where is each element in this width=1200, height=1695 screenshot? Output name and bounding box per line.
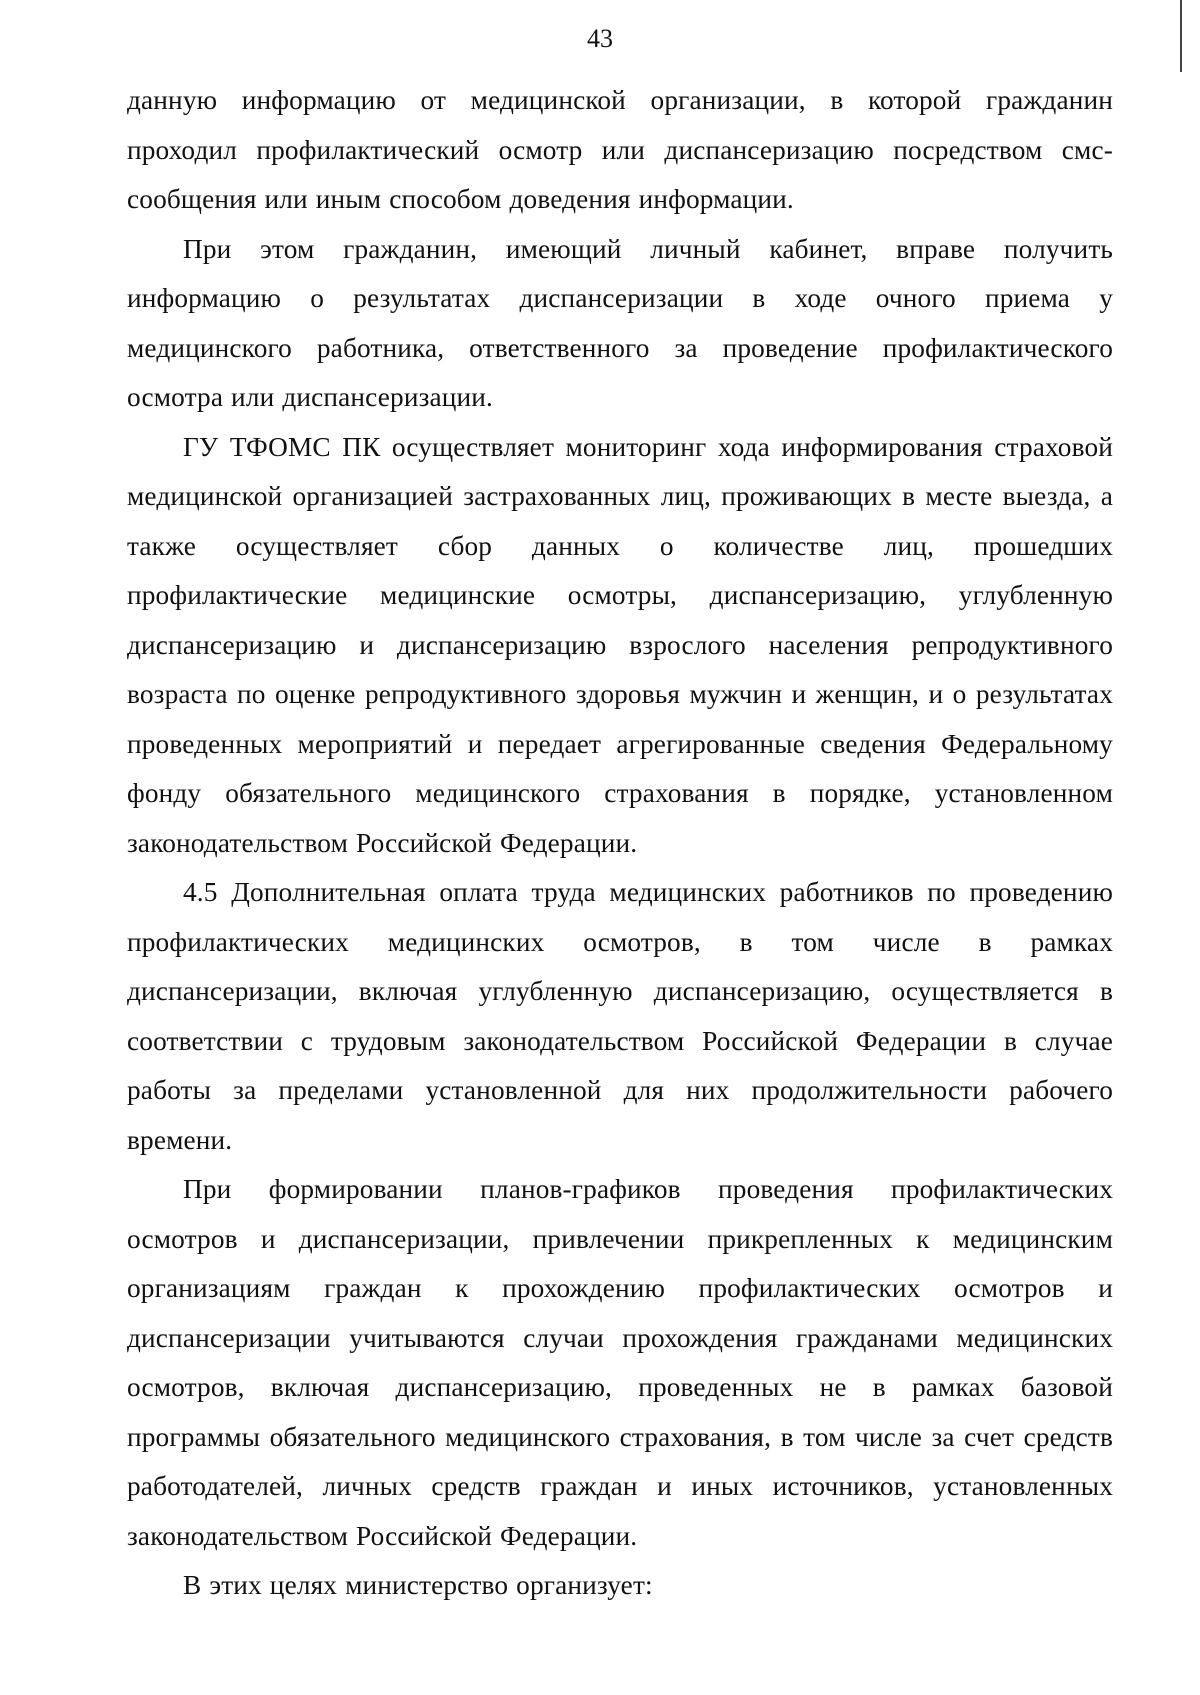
document-body bbox=[127, 76, 1113, 1611]
paragraph-continuation: данную информацию от медицинской организации, в которой гражданин проходил профилактический осмотр или диспансеризацию посредством смс-сообщения или иным способом доведения информации. bbox=[127, 85, 1113, 214]
page-number: 43 bbox=[587, 24, 613, 53]
paragraph-schedules: При формировании планов-графиков проведения профилактических осмотров и диспансеризации, привлечении прикрепленных к медицинским организациям граждан к прохождению профилактических осмотров и диспансеризации учитываются случаи прохождения гражданами медицинских осмотров, включая диспансеризацию, проведенных не в рамках базовой программы обязательного медицинского страхования, в том числе за счет средств работодателей, личных средств граждан и иных источников, установленных законодательством Российской Федерации. bbox=[127, 1174, 1113, 1551]
scan-edge-line bbox=[1180, 0, 1182, 72]
paragraph-section-4-5: 4.5 Дополнительная оплата труда медицинских работников по проведению профилактических медицинских осмотров, в том числе в рамках диспансеризации, включая углубленную диспансеризацию, осуществляется в соответствии с трудовым законодательством Российской Федерации в случае работы за пределами установленной для них продолжительности рабочего времени. bbox=[127, 877, 1113, 1155]
paragraph-ministry-organizes: В этих целях министерство организует: bbox=[183, 1570, 653, 1600]
paragraph-personal-account: При этом гражданин, имеющий личный кабинет, вправе получить информацию о результатах диспансеризации в ходе очного приема у медицинского работника, ответственного за проведение профилактического осмотра или диспансеризации. bbox=[127, 233, 1113, 412]
paragraph-tfoms-monitoring: ГУ ТФОМС ПК осуществляет мониторинг хода информирования страховой медицинской организацией застрахованных лиц, проживающих в месте выезда, а также осуществляет сбор данных о количестве лиц, прошедших профилактические медицинские осмотры, диспансеризацию, углубленную диспансеризацию и диспансеризацию взрослого населения репродуктивного возраста по оценке репродуктивного здоровья мужчин и женщин, и о результатах проведенных мероприятий и передает агрегированные сведения Федеральному фонду обязательного медицинского страхования в порядке, установленном законодательством Российской Федерации. bbox=[127, 431, 1113, 858]
